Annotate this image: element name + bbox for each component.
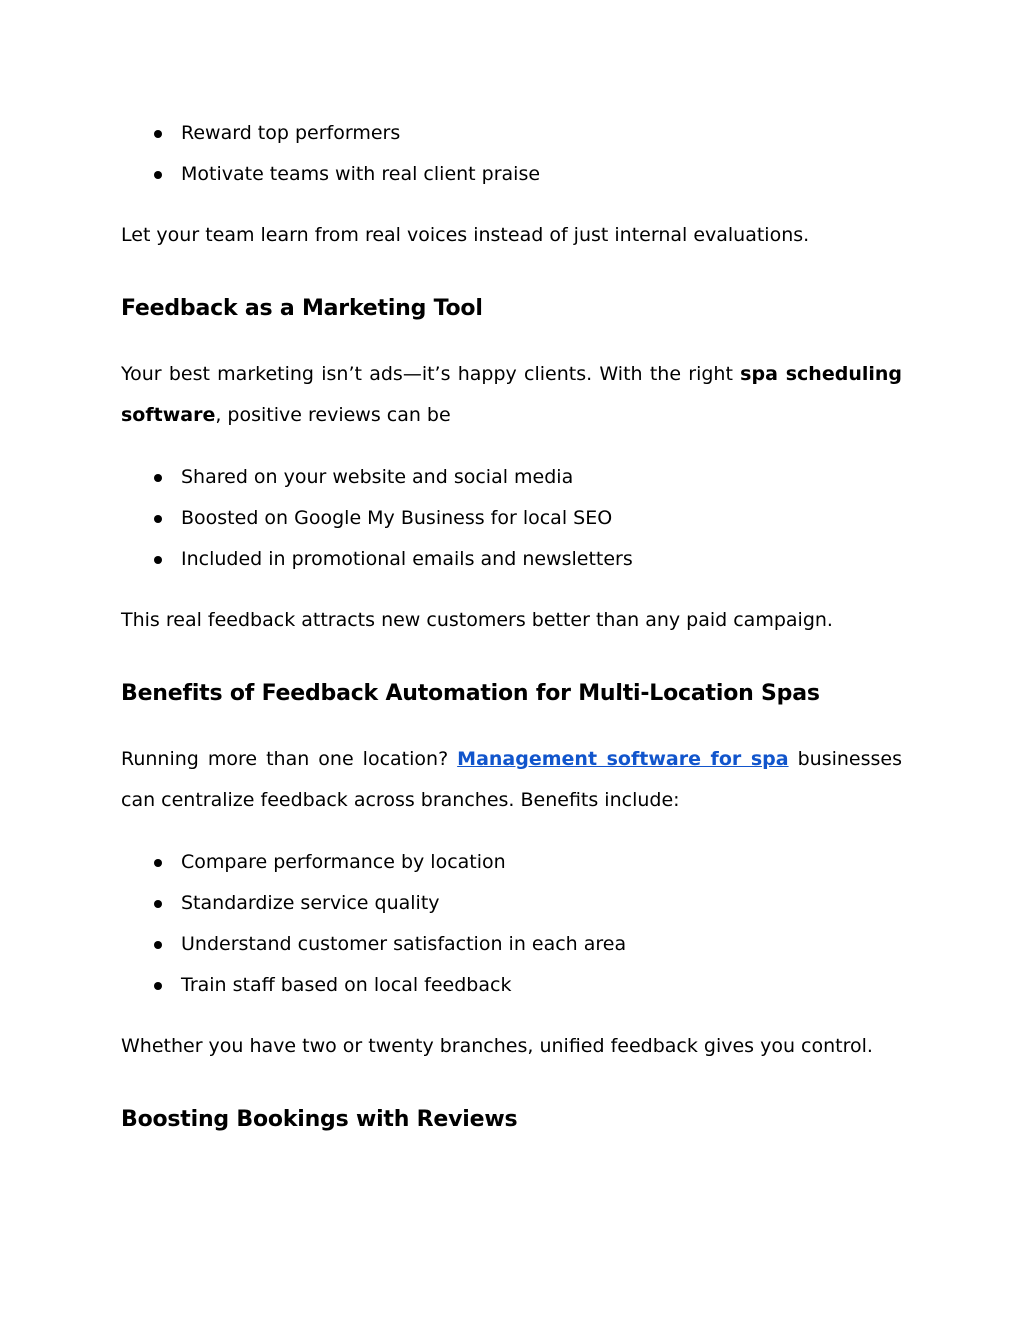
list-item: Shared on your website and social media: [121, 457, 902, 498]
list-item: Understand customer satisfaction in each area: [121, 924, 902, 965]
bullet-icon: [154, 474, 162, 482]
management-software-link[interactable]: Management software for spa: [457, 748, 789, 770]
heading-boosting-bookings: Boosting Bookings with Reviews: [121, 1107, 518, 1132]
heading-feedback-marketing: Feedback as a Marketing Tool: [121, 296, 483, 321]
bullet-list-reviews: [121, 457, 902, 580]
paragraph-real-feedback: This real feedback attracts new customers better than any paid campaign.: [121, 609, 833, 631]
bullet-icon: [154, 982, 162, 990]
paragraph-unified-feedback: Whether you have two or twenty branches, unified feedback gives you control.: [121, 1035, 873, 1057]
bullet-list-team: [121, 113, 902, 195]
list-item: Included in promotional emails and newsletters: [121, 539, 902, 580]
bullet-icon: [154, 556, 162, 564]
list-item: Train staff based on local feedback: [121, 965, 902, 1006]
list-item: Boosted on Google My Business for local SEO: [121, 498, 902, 539]
list-item: Motivate teams with real client praise: [121, 154, 902, 195]
list-item: Reward top performers: [121, 113, 902, 154]
bullet-icon: [154, 941, 162, 949]
paragraph-marketing: Your best marketing isn’t ads—it’s happy clients. With the right spa scheduling software, positive reviews can be: [121, 363, 902, 426]
list-item: Compare performance by location: [121, 842, 902, 883]
list-item: Standardize service quality: [121, 883, 902, 924]
bullet-icon: [154, 515, 162, 523]
bullet-icon: [154, 171, 162, 179]
heading-benefits-multi-location: Benefits of Feedback Automation for Multi-Location Spas: [121, 681, 820, 706]
paragraph-multi-location: Running more than one location? Management software for spa businesses can centralize feedback across branches. Benefits include:: [121, 748, 902, 811]
paragraph-team-learn: Let your team learn from real voices instead of just internal evaluations.: [121, 224, 810, 246]
bullet-icon: [154, 130, 162, 138]
bullet-icon: [154, 859, 162, 867]
bullet-icon: [154, 900, 162, 908]
bullet-list-benefits: [121, 842, 902, 1006]
bold-keyword: spa scheduling software: [121, 363, 902, 426]
